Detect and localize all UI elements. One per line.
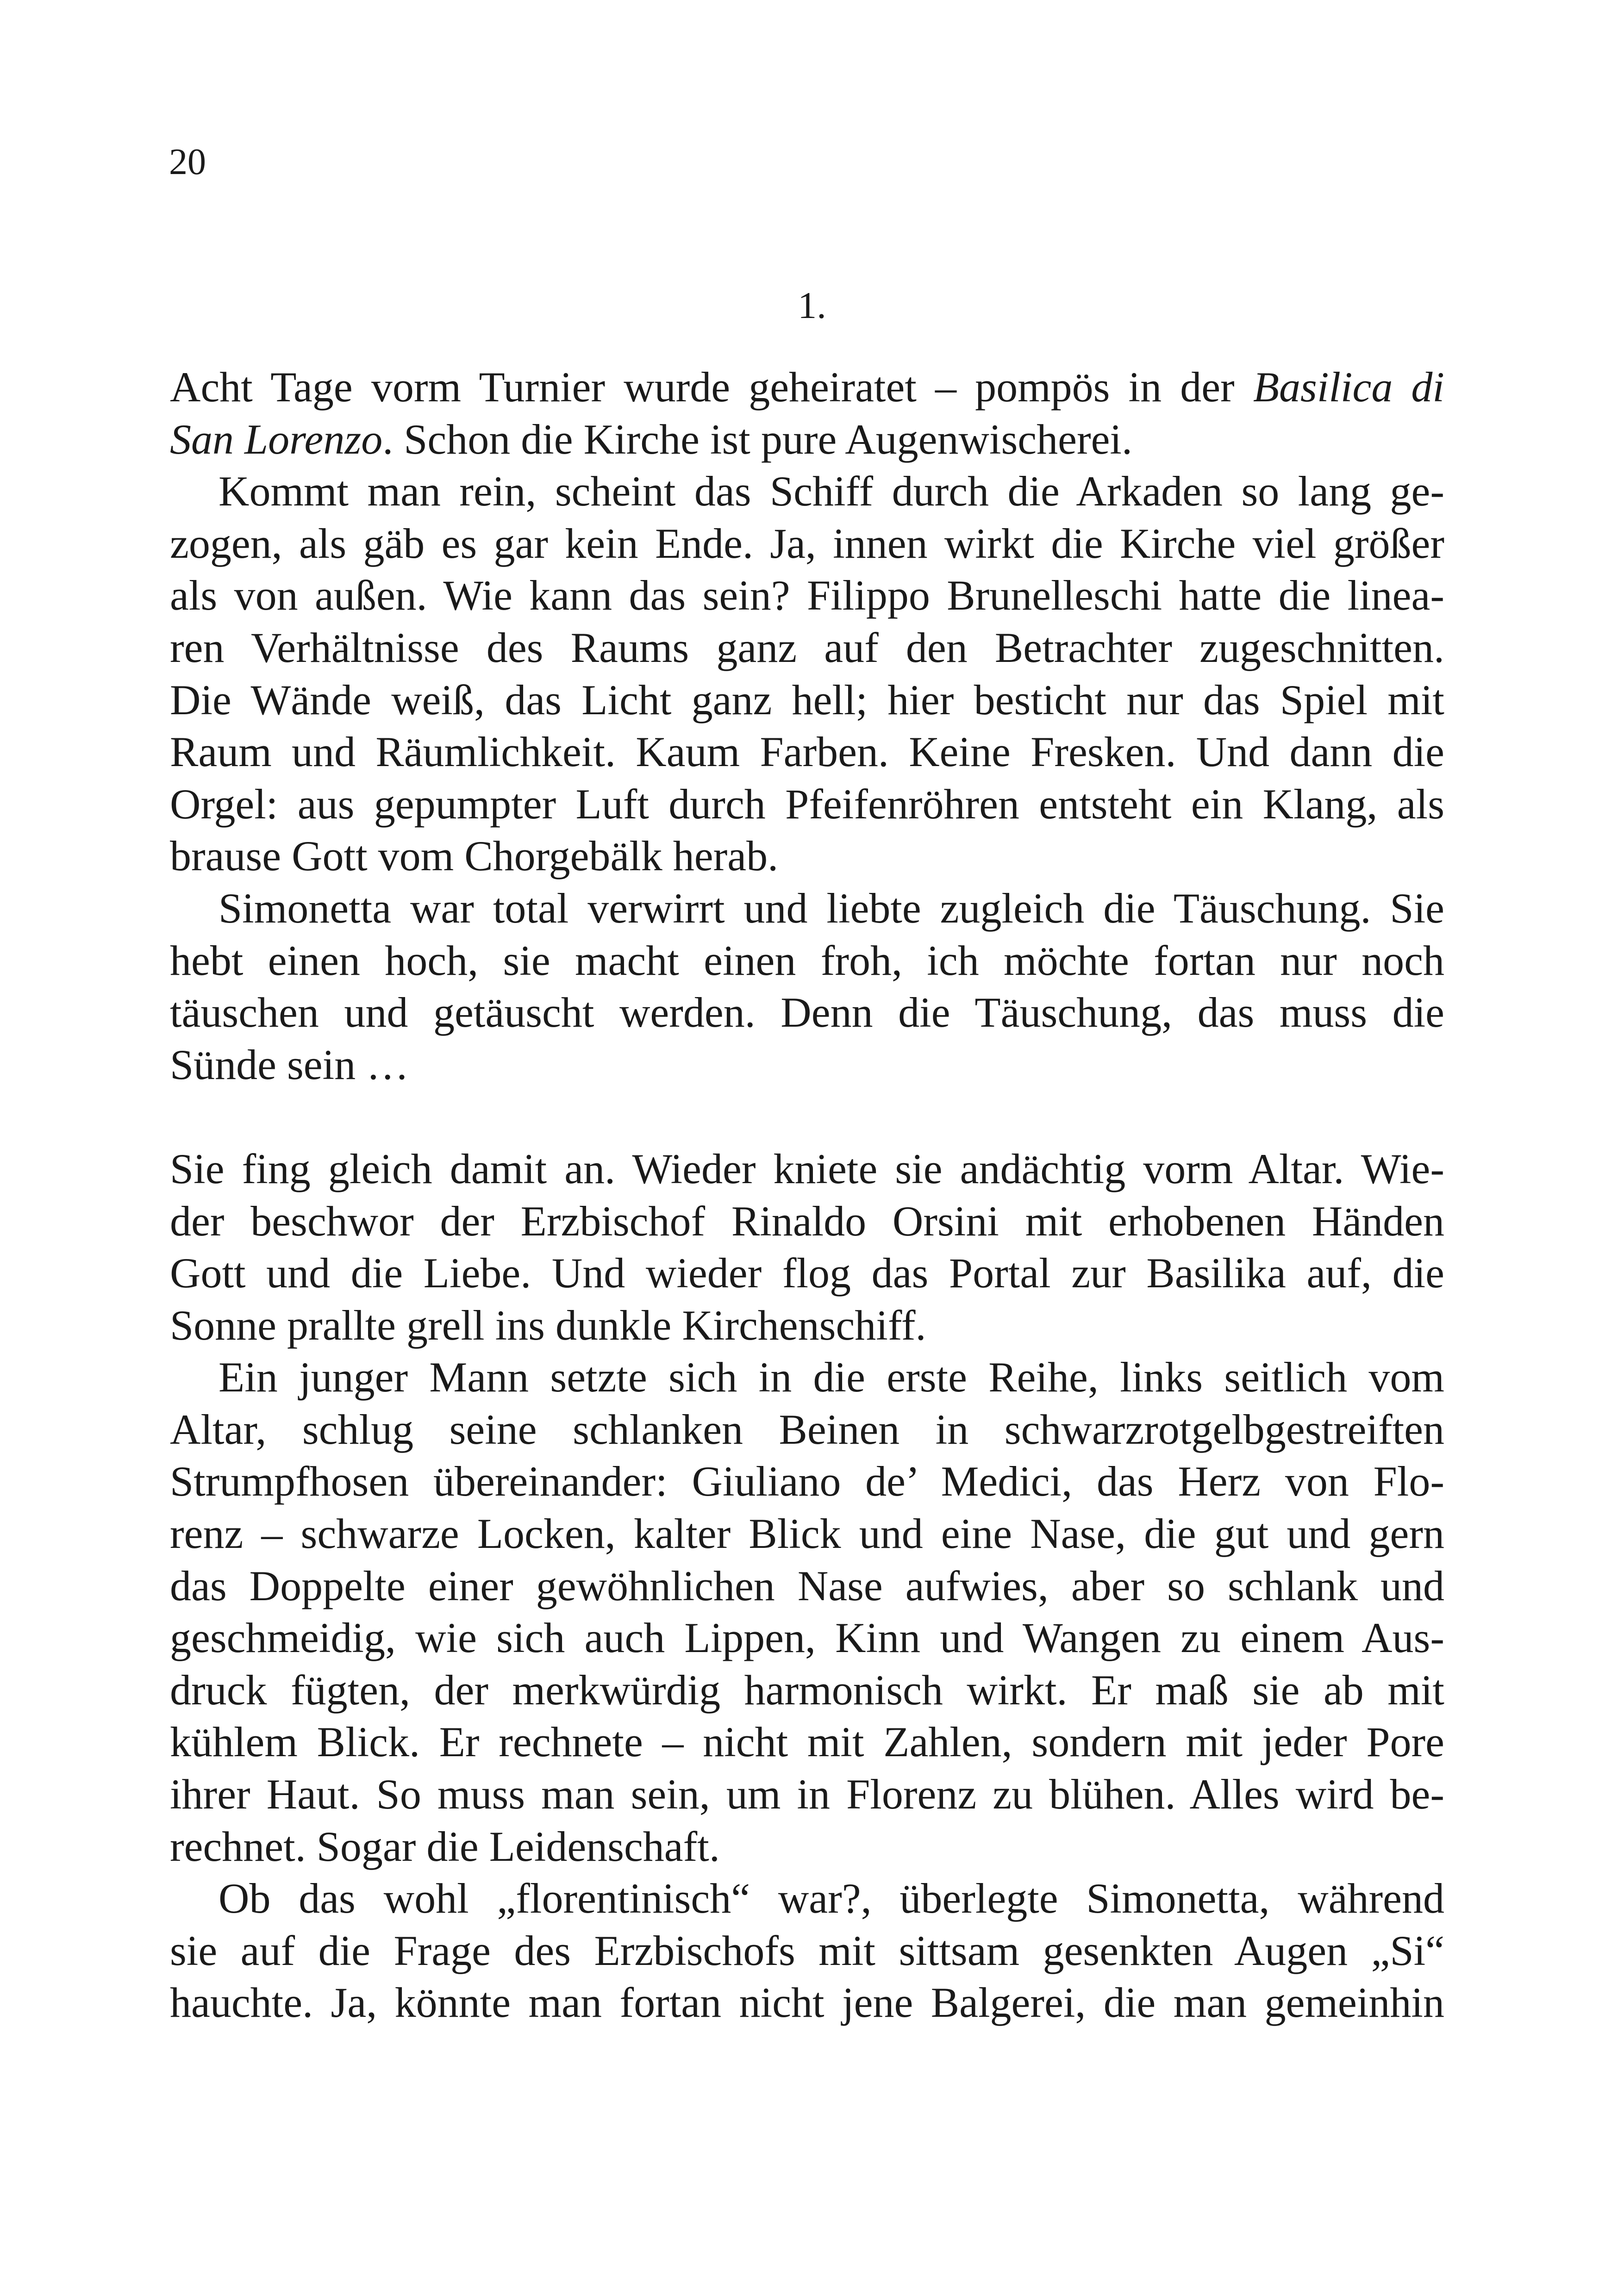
text-segment: . Schon die Kirche ist pure Augenwischerei. — [382, 415, 1132, 463]
text-segment: druck fügten, der merkwürdig harmonisch wirkt. Er maß sie ab mit — [170, 1666, 1444, 1714]
text-segment: sie auf die Frage des Erzbischofs mit sittsam gesenkten Augen „Si“ — [170, 1927, 1444, 1974]
text-segment: als von außen. Wie kann das sein? Filippo Brunelleschi hatte die linea- — [170, 572, 1444, 619]
chapter-heading: 1. — [798, 284, 826, 326]
italic-text: San Lorenzo — [170, 415, 383, 463]
text-line — [170, 361, 1444, 413]
text-segment: Gott und die Liebe. Und wieder flog das Portal zur Basilika auf, die — [170, 1249, 1444, 1297]
text-segment: Sie fing gleich damit an. Wieder kniete sie andächtig vorm Altar. Wie- — [170, 1145, 1444, 1192]
text-line — [170, 413, 1444, 466]
text-segment: Sünde sein … — [170, 1041, 409, 1088]
italic-text: Basilica di — [1253, 363, 1444, 411]
section-break — [170, 1091, 1444, 1143]
text-segment: geschmeidig, wie sich auch Lippen, Kinn und Wangen zu einem Aus- — [170, 1614, 1444, 1662]
text-line — [170, 1925, 1444, 1977]
text-line — [170, 830, 1444, 882]
body-text — [170, 361, 1444, 2029]
text-segment: hauchte. Ja, könnte man fortan nicht jene Balgerei, die man gemeinhin — [170, 1979, 1444, 2027]
text-line — [170, 465, 1444, 518]
text-segment: hebt einen hoch, sie macht einen froh, ich möchte fortan nur noch — [170, 936, 1444, 984]
text-segment: Strumpfhosen übereinander: Giuliano de’ Medici, das Herz von Flo- — [170, 1458, 1444, 1505]
text-segment: ihrer Haut. So muss man sein, um in Florenz zu blühen. Alles wird be- — [170, 1771, 1444, 1818]
text-segment: das Doppelte einer gewöhnlichen Nase aufwies, aber so schlank und — [170, 1562, 1444, 1609]
text-segment: Die Wände weiß, das Licht ganz hell; hier besticht nur das Spiel mit — [170, 676, 1444, 723]
text-line — [170, 674, 1444, 726]
paragraph — [170, 1143, 1444, 1351]
text-line — [170, 1403, 1444, 1456]
text-segment: renz – schwarze Locken, kalter Blick und eine Nase, die gut und gern — [170, 1510, 1444, 1558]
text-segment: Kommt man rein, scheint das Schiff durch die Arkaden so lang ge- — [219, 468, 1444, 515]
text-segment: der beschwor der Erzbischof Rinaldo Orsini mit erhobenen Händen — [170, 1197, 1444, 1245]
text-line — [170, 882, 1444, 935]
text-line — [170, 1664, 1444, 1716]
text-line — [170, 1872, 1444, 1925]
text-segment: zogen, als gäb es gar kein Ende. Ja, innen wirkt die Kirche viel größer — [170, 519, 1444, 567]
text-line — [170, 622, 1444, 674]
paragraph — [170, 465, 1444, 882]
text-segment: ren Verhältnisse des Raums ganz auf den Betrachter zugeschnitten. — [170, 624, 1444, 671]
paragraph — [170, 882, 1444, 1091]
text-line — [170, 1977, 1444, 2029]
text-line — [170, 986, 1444, 1039]
text-line — [170, 1508, 1444, 1560]
page-number: 20 — [169, 142, 206, 182]
text-segment: Acht Tage vorm Turnier wurde geheiratet – pompös in der — [170, 363, 1253, 411]
text-line — [170, 1039, 1444, 1091]
text-line — [170, 1299, 1444, 1352]
text-line — [170, 1768, 1444, 1821]
text-segment: Orgel: aus gepumpter Luft durch Pfeifenröhren entsteht ein Klang, als — [170, 780, 1444, 828]
text-segment: rechnet. Sogar die Leidenschaft. — [170, 1822, 720, 1870]
paragraph — [170, 1872, 1444, 2029]
text-line — [170, 1195, 1444, 1247]
text-line — [170, 1716, 1444, 1768]
text-segment: Simonetta war total verwirrt und liebte zugleich die Täuschung. Sie — [219, 884, 1444, 932]
paragraph — [170, 1351, 1444, 1872]
text-segment: kühlem Blick. Er rechnete – nicht mit Zahlen, sondern mit jeder Pore — [170, 1718, 1444, 1766]
text-line — [170, 518, 1444, 570]
text-line — [170, 1143, 1444, 1195]
text-segment: Sonne prallte grell ins dunkle Kirchenschiff. — [170, 1301, 926, 1349]
text-line — [170, 726, 1444, 778]
text-line — [170, 1351, 1444, 1403]
text-line — [170, 1821, 1444, 1873]
text-line — [170, 935, 1444, 987]
text-line — [170, 1560, 1444, 1612]
text-line — [170, 778, 1444, 830]
paragraph — [170, 361, 1444, 465]
text-line — [170, 1455, 1444, 1508]
text-segment: täuschen und getäuscht werden. Denn die Täuschung, das muss die — [170, 989, 1444, 1036]
text-segment: Raum und Räumlichkeit. Kaum Farben. Keine Fresken. Und dann die — [170, 728, 1444, 776]
text-segment: Altar, schlug seine schlanken Beinen in schwarzrotgelbgestreiften — [170, 1405, 1444, 1453]
text-segment: brause Gott vom Chorgebälk herab. — [170, 832, 779, 880]
text-segment: Ob das wohl „florentinisch“ war?, überlegte Simonetta, während — [219, 1875, 1444, 1922]
text-line — [170, 1247, 1444, 1299]
text-segment: Ein junger Mann setzte sich in die erste Reihe, links seitlich vom — [219, 1353, 1444, 1401]
text-line — [170, 1612, 1444, 1664]
text-line — [170, 569, 1444, 622]
